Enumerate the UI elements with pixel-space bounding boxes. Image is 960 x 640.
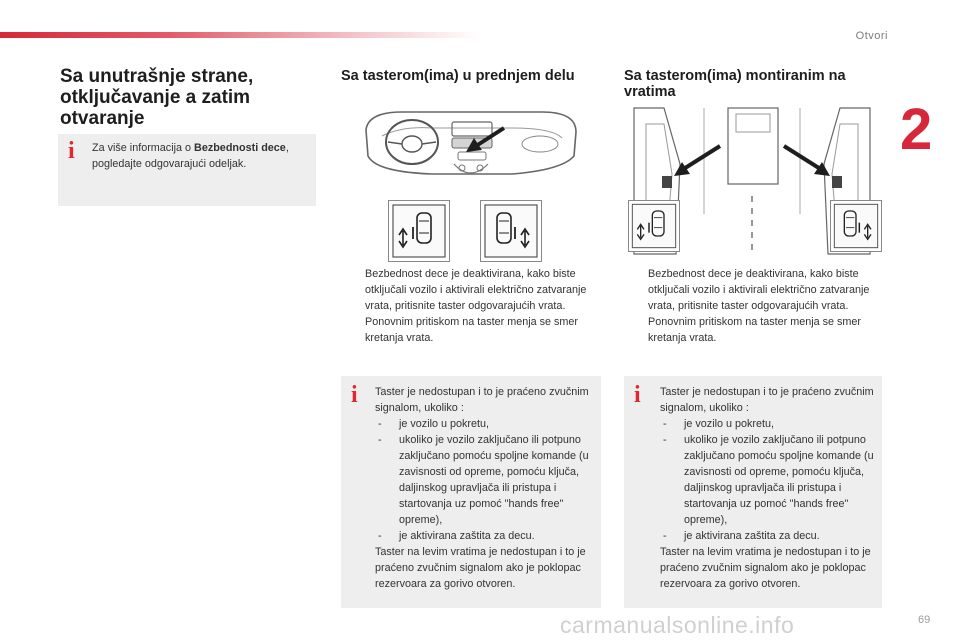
- left-door-button-illustration: [628, 200, 680, 252]
- bullet-text: Ponovnim pritiskom na taster menja se smer kretanja vrata.: [365, 316, 579, 344]
- list-item: - je vozilo u pokretu,: [663, 418, 775, 430]
- list-item: [624, 266, 882, 314]
- watermark: carmanualsonline.info: [560, 612, 795, 638]
- right-door-button-illustration: [830, 200, 882, 252]
- sliding-door-button-icon: [389, 201, 449, 261]
- note-intro: Taster je nedostupan i to je praćeno zvučnim signalom, ukoliko :: [660, 386, 874, 414]
- page-number: 69: [918, 614, 931, 626]
- note-outro: Taster na levim vratima je nedostupan i to je praćeno zvučnim signalom ako je poklopac rezervoara za gorivo otvoren.: [660, 546, 871, 590]
- info-icon: i: [634, 382, 641, 408]
- bullet-text: Ponovnim pritiskom na taster menja se smer kretanja vrata.: [648, 316, 862, 344]
- sliding-door-button-icon: [831, 201, 881, 251]
- info-text-pre: Za više informacija o: [92, 142, 195, 154]
- dashboard-illustration: [362, 104, 580, 196]
- sliding-door-button-icon: [481, 201, 541, 261]
- arrow-icon: [674, 146, 720, 176]
- left-door-button-illustration: [388, 200, 450, 262]
- note-outro: Taster na levim vratima je nedostupan i to je praćeno zvučnim signalom ako je poklopac rezervoara za gorivo otvoren.: [375, 546, 586, 590]
- front-bullets: [341, 266, 603, 346]
- info-box-child-safety: [58, 134, 316, 206]
- arrow-icon: [784, 146, 830, 176]
- list-item: - je aktivirana zaštita za decu.: [378, 530, 535, 542]
- list-item: [341, 266, 603, 314]
- note-intro: Taster je nedostupan i to je praćeno zvučnim signalom, ukoliko :: [375, 386, 589, 414]
- front-note-text: [375, 384, 595, 592]
- list-item: - je aktivirana zaštita za decu.: [663, 530, 820, 542]
- list-item: [341, 314, 603, 346]
- info-icon: i: [351, 382, 358, 408]
- right-door-button-illustration: [480, 200, 542, 262]
- info-text: [92, 140, 310, 172]
- door-note-box: [624, 376, 882, 608]
- bullet-text: Bezbednost dece je deaktivirana, kako biste otključali vozilo i aktivirali električno zatvaranje vrata, pritisnite taster odgovarajućih vrata.: [648, 268, 870, 312]
- info-text-bold: Bezbednosti dece: [194, 142, 286, 154]
- info-text-post: , pogledajte odgovarajući odeljak.: [92, 142, 289, 170]
- list-item: - ukoliko je vozilo zaključano ili potpuno zaključano pomoću spoljne komande (u zavisnosti od opreme, pomoću ključa, daljinskog upravljača ili pristupa i startovanja uz pomoć "hands free" opreme),: [378, 434, 589, 526]
- list-item: - ukoliko je vozilo zaključano ili potpuno zaključano pomoću spoljne komande (u zavisnosti od opreme, pomoću ključa, daljinskog upravljača ili pristupa i startovanja uz pomoć "hands free" opreme),: [663, 434, 874, 526]
- section-label: Otvori: [855, 30, 888, 42]
- door-buttons-title: Sa tasterom(ima) montiranim na vratima: [624, 68, 846, 100]
- list-item: - je vozilo u pokretu,: [378, 418, 490, 430]
- door-bullets: [624, 266, 882, 346]
- front-note-box: [341, 376, 601, 608]
- list-item: [624, 314, 882, 346]
- front-buttons-title: Sa tasterom(ima) u prednjem delu: [341, 68, 575, 84]
- chapter-number: 2: [900, 97, 933, 162]
- door-note-text: [660, 384, 878, 592]
- info-icon: i: [68, 138, 75, 164]
- sliding-door-button-icon: [629, 201, 679, 251]
- page-title: Sa unutrašnje strane, otključavanje a zatim otvaranje: [60, 66, 254, 129]
- bullet-text: Bezbednost dece je deaktivirana, kako biste otključali vozilo i aktivirali električno zatvaranje vrata, pritisnite taster odgovarajućih vrata.: [365, 268, 587, 312]
- header-accent-bar: [0, 32, 480, 38]
